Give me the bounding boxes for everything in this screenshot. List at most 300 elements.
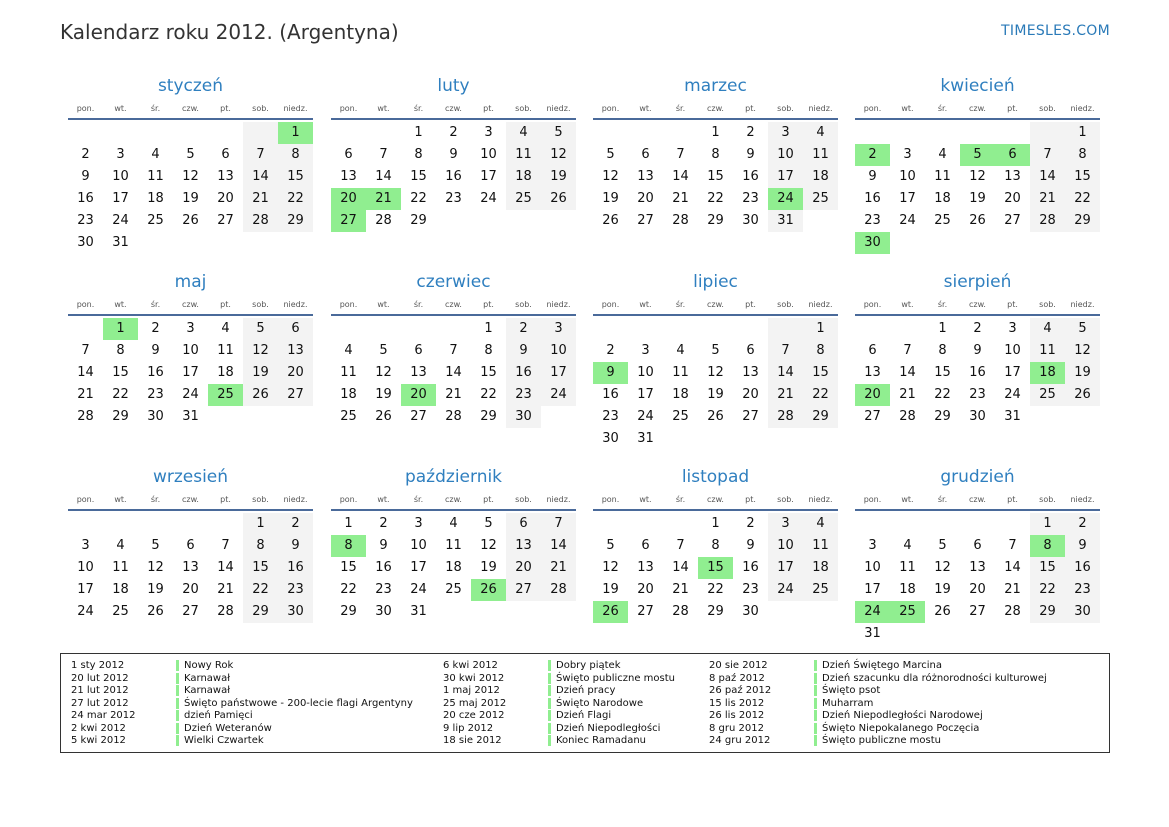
day-cell: 28 <box>899 409 916 424</box>
holiday-list <box>60 653 1110 753</box>
holiday-day-cell: 26 <box>593 601 628 623</box>
month-name: lipiec <box>693 272 738 292</box>
day-cell: 1 <box>803 318 838 340</box>
day-cell: 14 <box>672 169 689 184</box>
day-cell: 23 <box>506 384 541 406</box>
day-cell: 9 <box>278 535 313 557</box>
holiday-row <box>71 710 413 723</box>
day-cell: 17 <box>637 387 654 402</box>
day-cell: 24 <box>182 387 199 402</box>
day-cell: 27 <box>182 604 199 619</box>
holiday-name: Koniec Ramadanu <box>548 735 646 746</box>
empty-cell <box>1030 122 1065 144</box>
month-5 <box>68 268 313 428</box>
day-cell: 28 <box>375 213 392 228</box>
holiday-row <box>71 685 413 698</box>
day-cell: 23 <box>742 582 759 597</box>
day-cell: 19 <box>602 582 619 597</box>
day-cell: 27 <box>506 579 541 601</box>
weekday-header <box>593 100 838 118</box>
day-cell: 8 <box>803 340 838 362</box>
weekday-header <box>855 296 1100 314</box>
day-cell: 13 <box>217 169 234 184</box>
header-divider <box>593 314 838 316</box>
weekday-label: sob. <box>777 495 794 504</box>
weekday-label: wt. <box>639 495 652 504</box>
holiday-row <box>71 673 413 686</box>
holiday-date: 2 kwi 2012 <box>71 722 126 734</box>
day-cell: 17 <box>182 365 199 380</box>
empty-cell <box>103 513 138 535</box>
day-cell: 24 <box>480 191 497 206</box>
day-cell: 18 <box>803 166 838 188</box>
day-cell: 20 <box>217 191 234 206</box>
day-cell: 25 <box>445 582 462 597</box>
day-cell: 4 <box>903 538 912 553</box>
day-cell: 23 <box>602 409 619 424</box>
day-cell: 9 <box>746 147 755 162</box>
day-cell: 15 <box>410 169 427 184</box>
day-cell: 19 <box>707 387 724 402</box>
day-cell: 3 <box>903 147 912 162</box>
day-grid <box>855 122 1100 254</box>
holiday-name: Dzień pracy <box>548 685 615 696</box>
day-cell: 24 <box>410 582 427 597</box>
day-cell: 26 <box>147 604 164 619</box>
weekday-label: pon. <box>863 300 882 309</box>
day-cell: 27 <box>410 409 427 424</box>
weekday-label: pt. <box>220 104 231 113</box>
holiday-date: 8 paź 2012 <box>709 672 765 684</box>
day-cell: 1 <box>1065 122 1100 144</box>
weekday-label: pon. <box>863 104 882 113</box>
day-cell: 4 <box>221 321 230 336</box>
month-7 <box>593 268 838 450</box>
day-cell: 14 <box>445 365 462 380</box>
weekday-label: niedz. <box>283 300 308 309</box>
day-cell: 6 <box>641 147 650 162</box>
day-cell: 3 <box>768 122 803 144</box>
day-cell: 21 <box>1030 188 1065 210</box>
day-cell: 5 <box>938 538 947 553</box>
day-cell: 12 <box>147 560 164 575</box>
weekday-label: śr. <box>150 300 161 309</box>
day-cell: 31 <box>1004 409 1021 424</box>
weekday-label: śr. <box>675 300 686 309</box>
day-cell: 12 <box>602 560 619 575</box>
empty-cell <box>960 122 995 144</box>
day-cell: 29 <box>278 210 313 232</box>
day-cell: 13 <box>637 560 654 575</box>
empty-cell <box>401 318 436 340</box>
day-cell: 18 <box>506 166 541 188</box>
weekday-label: śr. <box>937 104 948 113</box>
day-cell: 29 <box>410 213 427 228</box>
day-cell: 21 <box>768 384 803 406</box>
day-cell: 22 <box>243 579 278 601</box>
holiday-day-cell: 18 <box>1030 362 1065 384</box>
day-cell: 30 <box>77 235 94 250</box>
day-cell: 11 <box>217 343 234 358</box>
day-cell: 6 <box>186 538 195 553</box>
weekday-label: pt. <box>745 104 756 113</box>
empty-cell <box>103 122 138 144</box>
weekday-label: pon. <box>339 300 358 309</box>
empty-cell <box>173 513 208 535</box>
day-cell: 8 <box>243 535 278 557</box>
day-cell: 27 <box>278 384 313 406</box>
month-10 <box>331 463 576 623</box>
holiday-date: 30 kwi 2012 <box>443 672 505 684</box>
weekday-label: czw. <box>445 104 462 113</box>
day-cell: 5 <box>606 538 615 553</box>
holiday-day-cell: 27 <box>331 210 366 232</box>
holiday-name: Święto Narodowe <box>548 698 643 709</box>
day-cell: 25 <box>112 604 129 619</box>
day-cell: 10 <box>768 144 803 166</box>
day-cell: 2 <box>379 516 388 531</box>
holiday-name: Karnawał <box>176 673 230 684</box>
day-cell: 29 <box>340 604 357 619</box>
day-cell: 24 <box>768 579 803 601</box>
page-title: Kalendarz roku 2012. (Argentyna) <box>60 20 399 44</box>
holiday-day-cell: 8 <box>1030 535 1065 557</box>
day-cell: 20 <box>637 582 654 597</box>
day-cell: 16 <box>375 560 392 575</box>
day-cell: 11 <box>445 538 462 553</box>
day-cell: 9 <box>1065 535 1100 557</box>
day-cell: 2 <box>278 513 313 535</box>
day-cell: 19 <box>375 387 392 402</box>
day-cell: 6 <box>414 343 423 358</box>
holiday-name: dzień Pamięci <box>176 710 253 721</box>
day-cell: 2 <box>1065 513 1100 535</box>
day-cell: 7 <box>449 343 458 358</box>
holiday-date: 8 gru 2012 <box>709 722 764 734</box>
weekday-label: pon. <box>863 495 882 504</box>
weekday-label: niedz. <box>1070 104 1095 113</box>
day-cell: 22 <box>707 582 724 597</box>
day-cell: 29 <box>707 604 724 619</box>
weekday-header <box>593 491 838 509</box>
header-divider <box>855 509 1100 511</box>
day-cell: 19 <box>182 191 199 206</box>
day-cell: 6 <box>278 318 313 340</box>
holiday-name: Dobry piątek <box>548 660 621 671</box>
header-divider <box>331 118 576 120</box>
weekday-label: pt. <box>483 495 494 504</box>
weekday-label: śr. <box>937 300 948 309</box>
weekday-label: śr. <box>937 495 948 504</box>
day-cell: 27 <box>969 604 986 619</box>
day-cell: 20 <box>742 387 759 402</box>
holiday-day-cell: 25 <box>208 384 243 406</box>
weekday-label: pon. <box>76 104 95 113</box>
weekday-label: wt. <box>901 495 914 504</box>
day-grid <box>593 318 838 450</box>
day-cell: 6 <box>506 513 541 535</box>
day-cell: 16 <box>864 191 881 206</box>
day-cell: 19 <box>541 166 576 188</box>
day-cell: 26 <box>182 213 199 228</box>
weekday-label: śr. <box>413 104 424 113</box>
holiday-date: 1 maj 2012 <box>443 685 500 696</box>
holiday-date: 6 kwi 2012 <box>443 660 498 671</box>
day-cell: 31 <box>112 235 129 250</box>
empty-cell <box>890 318 925 340</box>
weekday-label: wt. <box>901 104 914 113</box>
weekday-label: czw. <box>969 495 986 504</box>
holiday-date: 20 cze 2012 <box>443 710 505 721</box>
holiday-row <box>709 698 1047 711</box>
day-cell: 24 <box>1004 387 1021 402</box>
weekday-label: pon. <box>76 300 95 309</box>
day-cell: 22 <box>803 384 838 406</box>
day-cell: 27 <box>637 213 654 228</box>
weekday-label: pon. <box>339 495 358 504</box>
empty-cell <box>593 513 628 535</box>
day-cell: 4 <box>116 538 125 553</box>
holiday-row <box>71 723 413 736</box>
day-cell: 9 <box>449 147 458 162</box>
weekday-label: sob. <box>1039 104 1056 113</box>
day-cell: 3 <box>414 516 423 531</box>
weekday-header <box>855 491 1100 509</box>
header-divider <box>593 118 838 120</box>
holiday-day-cell: 30 <box>855 232 890 254</box>
weekday-label: niedz. <box>546 300 571 309</box>
weekday-header <box>68 296 313 314</box>
day-cell: 31 <box>410 604 427 619</box>
day-cell: 1 <box>414 125 423 140</box>
day-cell: 22 <box>1030 579 1065 601</box>
day-cell: 28 <box>77 409 94 424</box>
day-cell: 13 <box>1004 169 1021 184</box>
weekday-label: sob. <box>777 300 794 309</box>
empty-cell <box>855 318 890 340</box>
day-cell: 11 <box>340 365 357 380</box>
day-cell: 8 <box>484 343 493 358</box>
day-cell: 30 <box>147 409 164 424</box>
day-cell: 6 <box>973 538 982 553</box>
holiday-date: 5 kwi 2012 <box>71 735 126 746</box>
holiday-day-cell: 1 <box>103 318 138 340</box>
day-cell: 24 <box>541 384 576 406</box>
day-cell: 11 <box>112 560 129 575</box>
day-cell: 1 <box>938 321 947 336</box>
holiday-date: 21 lut 2012 <box>71 685 129 696</box>
day-cell: 29 <box>1030 601 1065 623</box>
day-cell: 25 <box>506 188 541 210</box>
empty-cell <box>593 122 628 144</box>
day-cell: 6 <box>221 147 230 162</box>
day-cell: 16 <box>445 169 462 184</box>
weekday-label: pt. <box>1007 104 1018 113</box>
day-cell: 27 <box>742 409 759 424</box>
header-divider <box>331 314 576 316</box>
holiday-day-cell: 24 <box>768 188 803 210</box>
empty-cell <box>331 122 366 144</box>
day-cell: 10 <box>112 169 129 184</box>
day-cell: 8 <box>116 343 125 358</box>
day-cell: 21 <box>77 387 94 402</box>
empty-cell <box>628 122 663 144</box>
day-cell: 23 <box>1065 579 1100 601</box>
day-cell: 3 <box>186 321 195 336</box>
holiday-name: Dzień Flagi <box>548 710 611 721</box>
day-cell: 11 <box>672 365 689 380</box>
day-cell: 30 <box>278 601 313 623</box>
day-cell: 21 <box>899 387 916 402</box>
weekday-header <box>68 491 313 509</box>
day-cell: 10 <box>1004 343 1021 358</box>
day-cell: 19 <box>602 191 619 206</box>
empty-cell <box>663 122 698 144</box>
day-cell: 10 <box>637 365 654 380</box>
weekday-label: czw. <box>182 300 199 309</box>
empty-cell <box>698 318 733 340</box>
day-cell: 18 <box>803 557 838 579</box>
weekday-label: czw. <box>182 104 199 113</box>
weekday-label: wt. <box>377 104 390 113</box>
header-divider <box>855 118 1100 120</box>
day-cell: 26 <box>243 384 278 406</box>
weekday-label: czw. <box>969 300 986 309</box>
day-cell: 2 <box>973 321 982 336</box>
day-cell: 25 <box>803 579 838 601</box>
day-cell: 1 <box>344 516 353 531</box>
day-cell: 22 <box>1065 188 1100 210</box>
day-cell: 28 <box>217 604 234 619</box>
day-cell: 31 <box>864 626 881 641</box>
day-cell: 27 <box>637 604 654 619</box>
weekday-label: sob. <box>252 104 269 113</box>
day-cell: 3 <box>1008 321 1017 336</box>
day-cell: 26 <box>602 213 619 228</box>
day-cell: 5 <box>606 147 615 162</box>
brand-logo[interactable]: TIMESLES.COM <box>1001 23 1110 39</box>
header-divider <box>855 314 1100 316</box>
weekday-label: pon. <box>601 104 620 113</box>
day-cell: 21 <box>243 188 278 210</box>
day-cell: 12 <box>707 365 724 380</box>
day-cell: 22 <box>934 387 951 402</box>
day-cell: 23 <box>742 191 759 206</box>
weekday-header <box>855 100 1100 118</box>
day-cell: 8 <box>414 147 423 162</box>
day-cell: 2 <box>746 125 755 140</box>
day-cell: 13 <box>969 560 986 575</box>
day-cell: 14 <box>672 560 689 575</box>
holiday-name: Dzień Świętego Marcina <box>814 660 942 671</box>
holiday-date: 26 lis 2012 <box>709 710 765 721</box>
day-cell: 7 <box>379 147 388 162</box>
month-name: listopad <box>681 467 750 487</box>
day-cell: 10 <box>541 340 576 362</box>
weekday-label: sob. <box>777 104 794 113</box>
holiday-day-cell: 26 <box>471 579 506 601</box>
day-cell: 18 <box>899 582 916 597</box>
day-cell: 28 <box>768 406 803 428</box>
empty-cell <box>925 513 960 535</box>
day-cell: 23 <box>375 582 392 597</box>
holiday-row <box>71 735 413 748</box>
day-cell: 26 <box>707 409 724 424</box>
day-cell: 10 <box>899 169 916 184</box>
weekday-label: pt. <box>745 495 756 504</box>
day-cell: 1 <box>484 321 493 336</box>
holiday-day-cell: 21 <box>366 188 401 210</box>
holiday-row <box>443 723 675 736</box>
holiday-date: 24 mar 2012 <box>71 710 136 721</box>
empty-cell <box>138 122 173 144</box>
day-cell: 13 <box>278 340 313 362</box>
day-cell: 21 <box>1004 582 1021 597</box>
day-cell: 14 <box>1004 560 1021 575</box>
day-cell: 27 <box>1004 213 1021 228</box>
day-cell: 7 <box>81 343 90 358</box>
holiday-date: 25 maj 2012 <box>443 697 507 709</box>
day-cell: 29 <box>1065 210 1100 232</box>
empty-cell <box>890 122 925 144</box>
empty-cell <box>768 318 803 340</box>
day-cell: 19 <box>480 560 497 575</box>
weekday-label: wt. <box>114 300 127 309</box>
day-grid <box>68 318 313 428</box>
empty-cell <box>593 318 628 340</box>
day-cell: 13 <box>506 535 541 557</box>
holiday-name: Dzień szacunku dla różnorodności kulturowej <box>814 673 1047 684</box>
day-cell: 4 <box>506 122 541 144</box>
day-cell: 22 <box>707 191 724 206</box>
day-cell: 13 <box>340 169 357 184</box>
day-cell: 16 <box>742 560 759 575</box>
day-cell: 18 <box>934 191 951 206</box>
day-cell: 14 <box>1030 166 1065 188</box>
day-cell: 30 <box>969 409 986 424</box>
day-grid <box>855 513 1100 645</box>
day-cell: 12 <box>934 560 951 575</box>
weekday-label: sob. <box>515 300 532 309</box>
day-cell: 13 <box>864 365 881 380</box>
day-cell: 22 <box>480 387 497 402</box>
empty-cell <box>243 122 278 144</box>
holiday-date: 24 gru 2012 <box>709 735 771 746</box>
weekday-label: pt. <box>745 300 756 309</box>
day-cell: 17 <box>410 560 427 575</box>
day-cell: 4 <box>344 343 353 358</box>
weekday-header <box>331 100 576 118</box>
day-cell: 15 <box>112 365 129 380</box>
weekday-header <box>593 296 838 314</box>
day-cell: 15 <box>1030 557 1065 579</box>
day-cell: 10 <box>864 560 881 575</box>
holiday-row <box>71 698 413 711</box>
day-cell: 19 <box>243 362 278 384</box>
day-cell: 3 <box>81 538 90 553</box>
weekday-label: sob. <box>1039 300 1056 309</box>
day-cell: 5 <box>243 318 278 340</box>
weekday-label: śr. <box>675 495 686 504</box>
empty-cell <box>663 318 698 340</box>
holiday-row <box>709 710 1047 723</box>
day-cell: 1 <box>243 513 278 535</box>
day-cell: 23 <box>77 213 94 228</box>
holiday-row <box>443 698 675 711</box>
header-divider <box>331 509 576 511</box>
day-cell: 24 <box>637 409 654 424</box>
holiday-row <box>443 660 675 673</box>
